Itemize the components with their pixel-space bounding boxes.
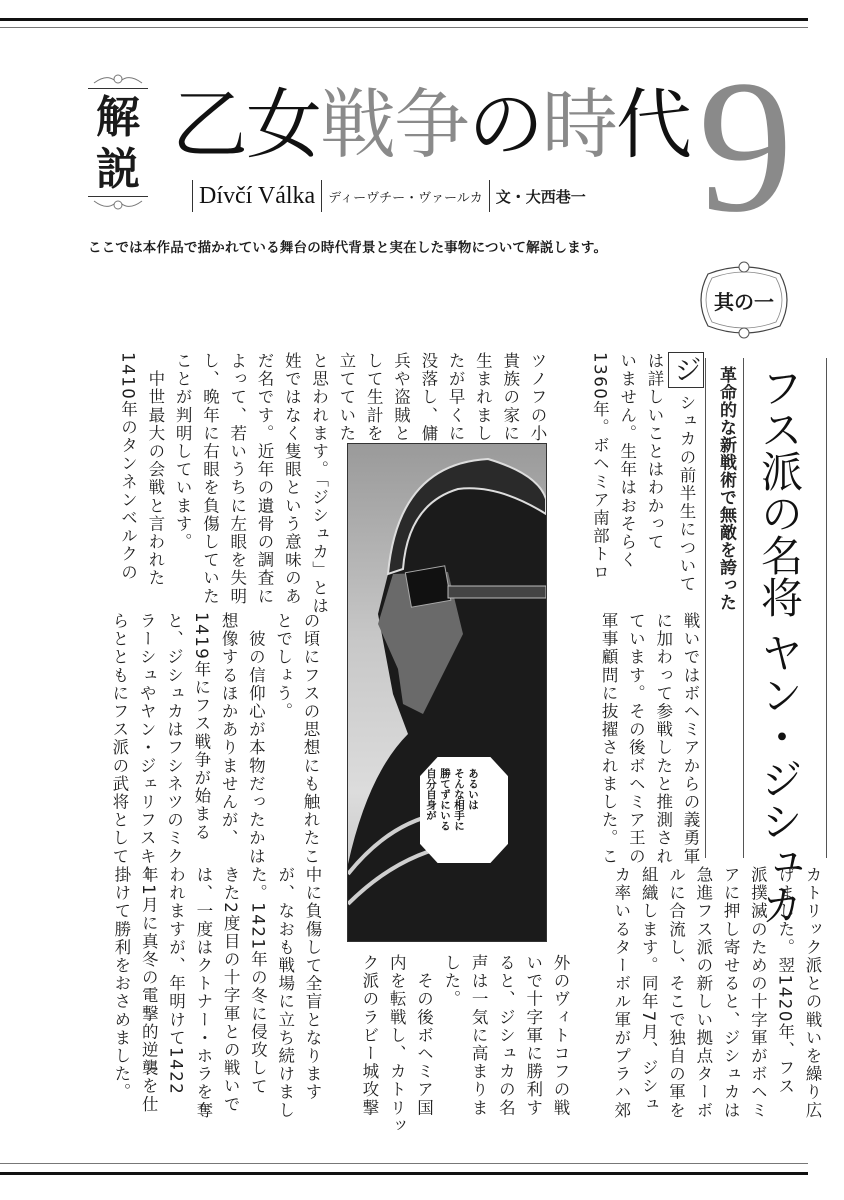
text-line: カ率いるターボル軍がプラハ郊 [611, 866, 631, 1120]
title-subline [186, 180, 586, 212]
text-line: カトリック派との戦いを繰り広 [803, 866, 822, 1120]
intro-text: ここでは本作品で描かれている舞台の時代背景と実在した事物について解説します。 [88, 240, 608, 256]
page-title [172, 80, 690, 170]
text-line: きた2度目の十字軍との戦いで [221, 866, 241, 1114]
text-line: ク派のラビー城攻撃 [359, 954, 379, 1117]
divider [705, 358, 706, 858]
text-line: その後ボヘミア国 [414, 954, 434, 1117]
text-line: 1419年にフス戦争が始まる [191, 612, 211, 842]
ornament-icon [92, 72, 144, 86]
divider [321, 180, 322, 212]
text-line: 生まれまし [473, 352, 493, 443]
text-line: げました。翌1420年、フス [775, 866, 795, 1096]
text-line: 兵や盗賊と [391, 352, 411, 443]
bottom-rule-thin [0, 1163, 808, 1164]
title-part: 時 [542, 80, 616, 169]
author-credit: 文・大西巷一 [495, 187, 586, 206]
text-line: 姓ではなく隻眼という意味のあ [282, 352, 302, 606]
title-part: の [468, 80, 542, 169]
text-line: 組織します。同年7月、ジシュ [639, 866, 659, 1114]
text-line: して生計を [364, 352, 384, 443]
body-paragraph [356, 954, 574, 1135]
body-paragraph [108, 866, 326, 1120]
title-part: 戦争 [320, 80, 468, 169]
volume-number: 9 [698, 42, 793, 252]
top-rule-thin [0, 27, 808, 28]
section-subhead: 革命的な新戦術で無敵を誇った [716, 366, 736, 611]
manga-illustration [347, 443, 547, 942]
text-line: と思われます。「ジシュカ」とは [309, 352, 329, 616]
text-line: とでしょう。 [273, 612, 293, 721]
text-line: アに押し寄せると、ジシュカは [721, 866, 741, 1120]
text-line: ると、ジシュカの名 [496, 954, 516, 1117]
headline-block [705, 358, 827, 926]
text-line: ツノフの小 [528, 352, 547, 443]
text-line: 戦いではボヘミアからの義勇軍 [681, 612, 700, 866]
text-line: 掛けて勝利をおさめました。 [111, 866, 131, 1102]
text-line: 声は一気に高まりま [469, 954, 489, 1117]
text-line: は詳しいことはわかって [645, 352, 664, 552]
divider [88, 88, 148, 89]
text-line: 急進フス派の新しい拠点ターボ [693, 866, 713, 1120]
text-line: た。1421年の冬に侵攻して [248, 866, 268, 1096]
text-line: は、一度はクトナー・ホラを奪 [193, 866, 213, 1120]
kaisetsu-text: 解説 [96, 92, 140, 195]
divider [192, 180, 193, 212]
text-line: いで十字軍に勝利す [523, 954, 543, 1117]
text-line: 想像するほかありませんが、 [219, 612, 239, 848]
drop-cap: ジ [668, 352, 704, 388]
divider [88, 196, 148, 197]
body-paragraph [608, 866, 826, 1120]
body-paragraph [106, 612, 324, 884]
body-paragraph [586, 352, 704, 592]
text-line: よって、若いうちに左眼を失明 [227, 352, 247, 606]
kana-title: ディーヴチー・ヴァールカ [328, 190, 483, 206]
text-line: ことが判明しています。 [173, 352, 193, 552]
body-paragraph [595, 612, 704, 866]
top-rule-thick [0, 18, 808, 21]
section-badge [690, 260, 798, 340]
text-line: だ名です。近年の遺骨の調査に [255, 352, 275, 606]
text-line: に加わって参戦したと推測され [653, 612, 673, 866]
text-line: ジシュカの前半生について [668, 352, 704, 592]
text-line: と、ジシュカはフシネツのミク [164, 612, 184, 866]
section-headline: フス派の名将 ヤン・ジシュカ [755, 366, 804, 926]
text-line: が、なおも戦場に立ち続けまし [275, 866, 295, 1120]
text-line: ルに合流し、そこで独自の軍を [666, 866, 686, 1120]
text-line: 貴族の家に [500, 352, 520, 443]
ornament-icon [92, 198, 144, 212]
text-line: 立てていた [336, 352, 356, 443]
text-line: らとともにフス派の武将として [109, 612, 129, 866]
text-line: 外のヴィトコフの戦 [551, 954, 570, 1117]
speech-bubble-text: あるいは そんな相手に 勝てずにいる 自分自身が [425, 768, 479, 831]
text-line: たが早くに [446, 352, 466, 443]
title-part: 代 [616, 80, 690, 169]
text-line: 年1月に真冬の電撃的逆襲を仕 [139, 866, 159, 1114]
bottom-rule-thick [0, 1172, 808, 1175]
text-line: した。 [441, 954, 461, 1009]
section-badge-label: 其の一 [714, 290, 774, 314]
text-line: 中世最大の会戦と言われた [145, 352, 165, 588]
text-line: 中に負傷して全盲となります [303, 866, 322, 1102]
text-line: 軍事顧問に抜擢されました。こ [599, 612, 619, 866]
title-part: 乙女 [172, 80, 320, 169]
latin-title: Dívčí Válka [199, 182, 316, 209]
text-line: ラーシュやヤン・ジェリフスキー [137, 612, 157, 884]
text-line: われますが、年明けて1422 [166, 866, 186, 1096]
text-line: 彼の信仰心が本物だったかは [246, 612, 266, 866]
text-line: 1410年のタンネンベルクの [118, 352, 138, 582]
divider [489, 180, 490, 212]
knight-figure-icon [348, 444, 546, 941]
text-line: 没落し、傭 [418, 352, 438, 443]
text-line: し、晩年に右眼を負傷していた [200, 352, 220, 606]
divider [826, 358, 827, 858]
text-line: の頃にフスの思想にも触れたこ [301, 612, 320, 866]
divider [743, 358, 744, 858]
text-line: いません。生年はおそらく [617, 352, 637, 570]
text-line: ています。その後ボヘミア王の [626, 612, 646, 866]
text-line: 1360年。ボヘミア南部トロ [590, 352, 610, 582]
kaisetsu-label [88, 72, 148, 212]
text-line: 内を転戦し、カトリッ [387, 954, 407, 1135]
text-line: 派撲滅のための十字軍がボヘミ [748, 866, 768, 1120]
